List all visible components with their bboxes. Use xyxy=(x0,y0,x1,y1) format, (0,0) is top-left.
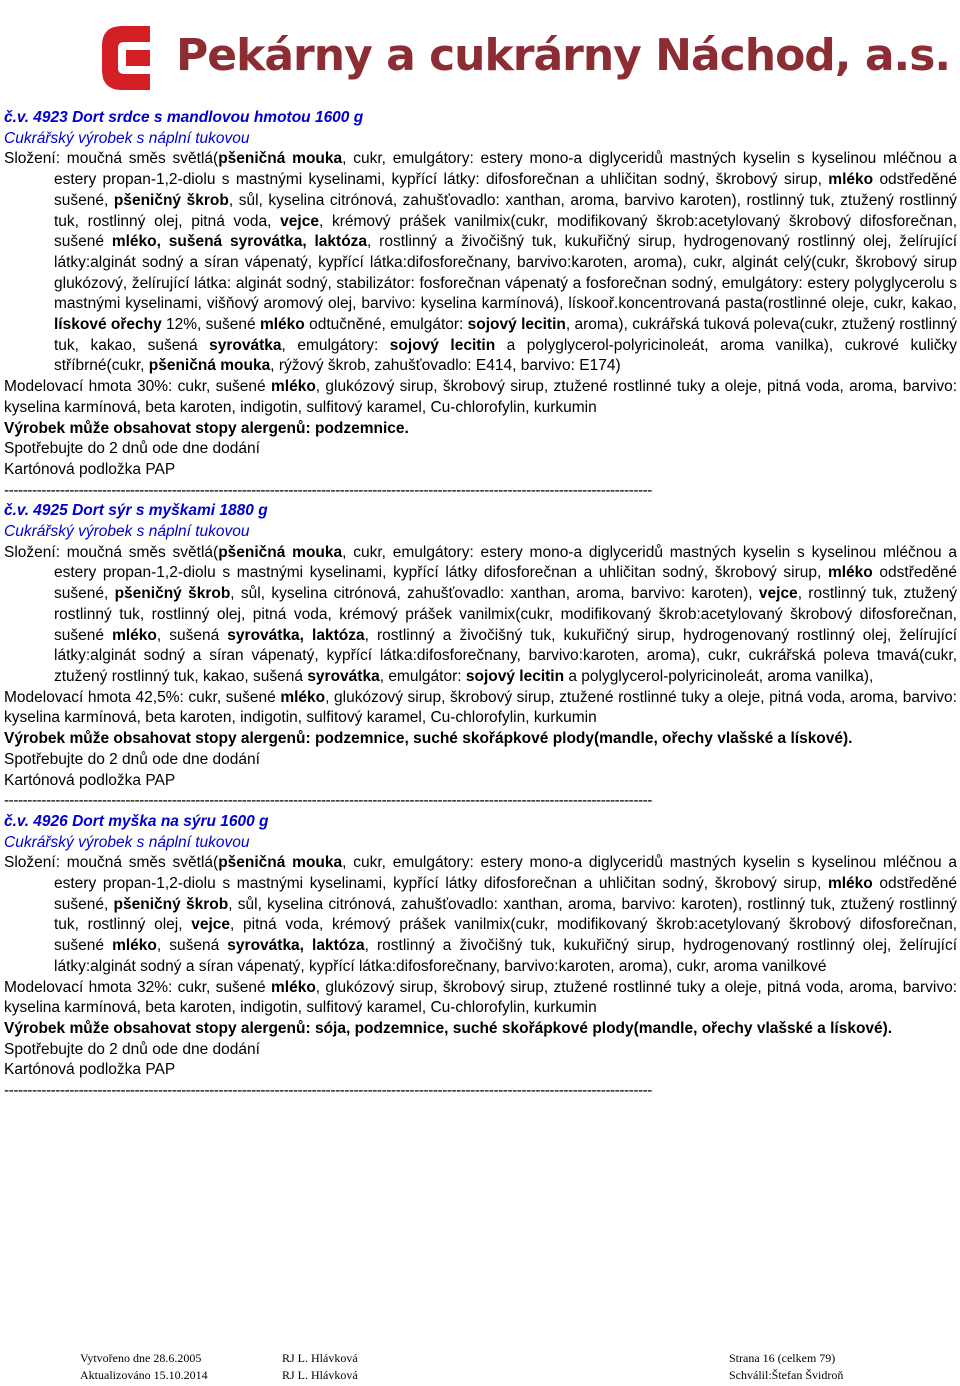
page-header xyxy=(0,0,960,108)
allergen-warning: Výrobek může obsahovat stopy alergenů: sója, podzemnice, suché skořápkové plody(mandle, ořechy vlašské a lískové). xyxy=(4,1019,893,1037)
allergen-term: mléko xyxy=(827,875,873,893)
company-name: Pekárny a cukrárny Náchod, a.s. xyxy=(176,30,951,81)
consume-by: Spotřebujte do 2 dnů ode dne dodání xyxy=(4,1040,260,1058)
page-number: Strana 16 (celkem 79) xyxy=(729,1351,836,1365)
allergen-warning: Výrobek může obsahovat stopy alergenů: podzemnice, suché skořápkové plody(mandle, ořechy vlašské a lískové). xyxy=(4,730,853,748)
text-segment: Modelovací hmota 32%: cukr, sušené xyxy=(4,978,271,996)
company-logo-icon xyxy=(96,22,156,94)
text-segment: , aroma), cukrářská tuková poleva(cukr, ztužený rostlinný tuk, kakao, sušená xyxy=(54,316,958,354)
text-segment: , glukózový sirup, škrobový sirup, ztužené rostlinné tuky a oleje, pitná voda, aroma, barvivo: kyselina karmínová, beta karoten, indigotin, sulfitový karamel, Cu-chlorofylin, kurkumin xyxy=(4,978,958,1017)
consume-by: Spotřebujte do 2 dnů ode dne dodání xyxy=(4,440,260,458)
allergen-term: vejce xyxy=(280,212,319,230)
product-title: č.v. 4926 Dort myška na sýru 1600 g xyxy=(4,812,269,830)
product-title: č.v. 4923 Dort srdce s mandlovou hmotou 1600 g xyxy=(4,109,364,126)
allergen-term: pšeničná mouka xyxy=(218,543,343,561)
text-segment: , cukr, emulgátory: estery mono-a diglyceridů mastných kyselin s kyselinou mléčnou a estery propan-1,2-diolu s mastnými kyselinami, kypřící látky difosforečnan a uhličitan sodný, škrobový sirup, xyxy=(54,543,957,582)
allergen-term: syrovátka, laktóza xyxy=(227,937,365,955)
allergen-term: mléko xyxy=(280,688,326,706)
model-mass xyxy=(4,978,957,1019)
allergen-term: pšeničná mouka xyxy=(218,150,343,168)
allergen-term: pšeničný škrob xyxy=(114,585,231,603)
product-entry xyxy=(4,812,957,1102)
separator: ------------------------------------------------------------------------------------------------------------------------------------------- xyxy=(4,481,652,499)
allergen-term: pšeničná mouka xyxy=(148,357,271,375)
text-segment: , sůl, kyselina citrónová, zahušťovadlo: xanthan, aroma, barvivo karoten), rostlinný tuk, ztužený rostlinný tuk, rostlinný olej, pitná voda, xyxy=(54,191,957,230)
text-segment: , sůl, kyselina citrónová, zahušťovadlo: xanthan, aroma, barvivo: karoten), xyxy=(230,585,759,603)
allergen-term: vejce xyxy=(191,916,231,934)
allergen-term: mléko xyxy=(827,564,873,582)
text-segment: odstředěné sušené, xyxy=(54,171,957,209)
updated-date: Aktualizováno 15.10.2014 xyxy=(80,1368,208,1382)
allergen-term: syrovátka, laktóza xyxy=(227,626,365,644)
separator: ------------------------------------------------------------------------------------------------------------------------------------------- xyxy=(4,1082,652,1100)
allergen-term: sojový lecitin xyxy=(389,336,496,354)
packaging: Kartónová podložka PAP xyxy=(4,771,176,789)
product-category: Cukrářský výrobek s náplní tukovou xyxy=(4,523,250,541)
text-segment: , glukózový sirup, škrobový sirup, ztužené rostlinné tuky a oleje, pitná voda, aroma, barvivo: kyselina karmínová, beta karoten, indigotin, sulfitový karamel, Cu-chlorofylin, kurkumin xyxy=(4,378,958,416)
text-segment: , rostlinný a živočišný tuk, kukuřičný sirup, hydrogenovaný rostlinný olej, želírující látky:alginát sodný a síran vápenatý, kypřící látka:difosforečnany, barvivo:karoten, aroma), cukr, alginát celý(cukr, škrobový sirup glukózový, želírující látka: alginát sodný, stabilizátor: fosforečnan vápenatý a fosforečnan sodný, emulgátory: estery polyglycerolu s mastnými kyselinami, višňový aromový olej, barvivo: kyselina karmínová), lískooř.koncentrovaná pasta(rostlinné oleje, cukr, kakao, xyxy=(54,233,957,313)
created-date: Vytvořeno dne 28.6.2005 xyxy=(80,1351,202,1365)
approved-by: Schválil:Štefan Švidroň xyxy=(729,1368,844,1382)
allergen-term: mléko xyxy=(828,171,874,189)
packaging: Kartónová podložka PAP xyxy=(4,460,176,478)
allergen-term: sojový lecitin xyxy=(465,667,565,685)
product-list xyxy=(4,108,957,1102)
product-title: č.v. 4925 Dort sýr s myškami 1880 g xyxy=(4,502,268,520)
text-segment: Modelovací hmota 30%: cukr, sušené xyxy=(4,378,271,396)
packaging: Kartónová podložka PAP xyxy=(4,1061,176,1079)
text-segment: odstředěné sušené, xyxy=(54,875,957,913)
product-entry xyxy=(4,501,957,812)
text-segment: , krémový prášek vanilmix(cukr, modifikovaný škrob:acetylovaný škrobový difosforečnan, sušené xyxy=(54,212,958,251)
allergen-term: mléko xyxy=(259,316,305,334)
model-mass xyxy=(4,377,957,418)
allergen-term: lískové ořechy xyxy=(54,316,162,334)
allergen-warning: Výrobek může obsahovat stopy alergenů: podzemnice. xyxy=(4,419,409,437)
text-segment: Složení: moučná směs světlá( xyxy=(4,854,219,872)
text-segment: Modelovací hmota 42,5%: cukr, sušené xyxy=(4,688,281,706)
text-segment: , pitná voda, krémový prášek vanilmix(cukr, modifikovaný škrob:acetylovaný škrobový difosforečnan, sušené xyxy=(54,916,957,955)
allergen-term: syrovátka xyxy=(307,667,380,685)
consume-by: Spotřebujte do 2 dnů ode dne dodání xyxy=(4,750,260,768)
text-segment: , emulgátory: xyxy=(281,336,390,354)
text-segment: , rostlinný a živočišný tuk, kukuřičný sirup, hydrogenovaný rostlinný olej, želírující látky:alginát sodný a síran vápenatý, kypřící látka:difosforečnany, barvivo:karoten, aroma), cukr, aroma vanilkové xyxy=(54,937,958,975)
text-segment: , rostlinný a živočišný tuk, kukuřičný sirup, hydrogenovaný rostlinný olej, želírující látky:alginát sodný a síran vápenatý, kypřící látka:difosforečnany, barvivo:karoten, aroma), cukr, cukrářská poleva tmavá(cukr, ztužený rostlinný tuk, kakao, sušená xyxy=(54,626,958,685)
product-composition xyxy=(4,149,957,377)
product-category: Cukrářský výrobek s náplní tukovou xyxy=(4,833,250,851)
allergen-term: mléko, sušená syrovátka, laktóza xyxy=(111,233,368,251)
text-segment: , cukr, emulgátory: estery mono-a diglyceridů mastných kyselin s kyselinou mléčnou a estery propan-1,2-diolu s mastnými kyselinami, kypřící látky: difosforečnan a uhličitan sodný, škrobový sirup, xyxy=(54,150,957,189)
product-category: Cukrářský výrobek s náplní tukovou xyxy=(4,129,250,147)
text-segment: , rostlinný tuk, ztužený rostlinný tuk, rostlinný olej, pitná voda, krémový prášek vanilmix(cukr, modifikovaný škrob:acetylovaný škrobový difosforečnan, sušené xyxy=(54,585,957,644)
product-composition xyxy=(4,853,957,977)
model-mass xyxy=(4,688,957,729)
text-segment: , glukózový sirup, škrobový sirup, ztužené rostlinné tuky a oleje, pitná voda, aroma, barvivo: kyselina karmínová, beta karoten, indigotin, sulfitový karamel, Cu-chlorofylin, kurkumin xyxy=(4,688,957,727)
text-segment: , sůl, kyselina citrónová, zahušťovadlo: xanthan, aroma, barvivo: karoten), rostlinný tuk, ztužený rostlinný tuk, rostlinný olej, xyxy=(54,895,957,934)
text-segment: , sušená xyxy=(156,937,228,955)
text-segment: , sušená xyxy=(156,626,228,644)
text-segment: odtučněné, emulgátor: xyxy=(304,316,468,334)
text-segment: odstředěné sušené, xyxy=(54,564,957,603)
updated-by: RJ L. Hlávková xyxy=(282,1368,358,1382)
allergen-term: pšeničný škrob xyxy=(113,895,229,913)
page-footer xyxy=(0,1350,960,1386)
allergen-term: sojový lecitin xyxy=(467,316,566,334)
allergen-term: pšeničný škrob xyxy=(113,191,229,209)
allergen-term: mléko xyxy=(112,937,157,955)
allergen-term: mléko xyxy=(112,626,157,644)
text-segment: a polyglycerol-polyricinoleát, aroma vanilka), cukrové kuličky stříbrné(cukr, xyxy=(54,336,957,375)
separator: ------------------------------------------------------------------------------------------------------------------------------------------- xyxy=(4,792,652,810)
allergen-term: pšeničná mouka xyxy=(218,854,343,872)
text-segment: , emulgátor: xyxy=(379,667,466,685)
text-segment: 12%, sušené xyxy=(161,316,260,334)
product-composition xyxy=(4,543,957,688)
allergen-term: vejce xyxy=(758,585,798,603)
allergen-term: syrovátka xyxy=(209,336,282,354)
allergen-term: mléko xyxy=(270,978,316,996)
text-segment: Složení: moučná směs světlá( xyxy=(4,543,219,561)
allergen-term: mléko xyxy=(270,378,316,396)
text-segment: , rýžový škrob, zahušťovadlo: E414, barvivo: E174) xyxy=(270,357,621,375)
text-segment: , cukr, emulgátory: estery mono-a diglyceridů mastných kyselin s kyselinou mléčnou a estery propan-1,2-diolu s mastnými kyselinami, kypřící látky difosforečnan a uhličitan sodný, škrobový sirup, xyxy=(54,854,957,893)
created-by: RJ L. Hlávková xyxy=(282,1351,358,1365)
text-segment: a polyglycerol-polyricinoleát, aroma vanilka), xyxy=(564,667,874,685)
text-segment: Složení: moučná směs světlá( xyxy=(4,150,219,168)
product-entry xyxy=(4,108,957,501)
